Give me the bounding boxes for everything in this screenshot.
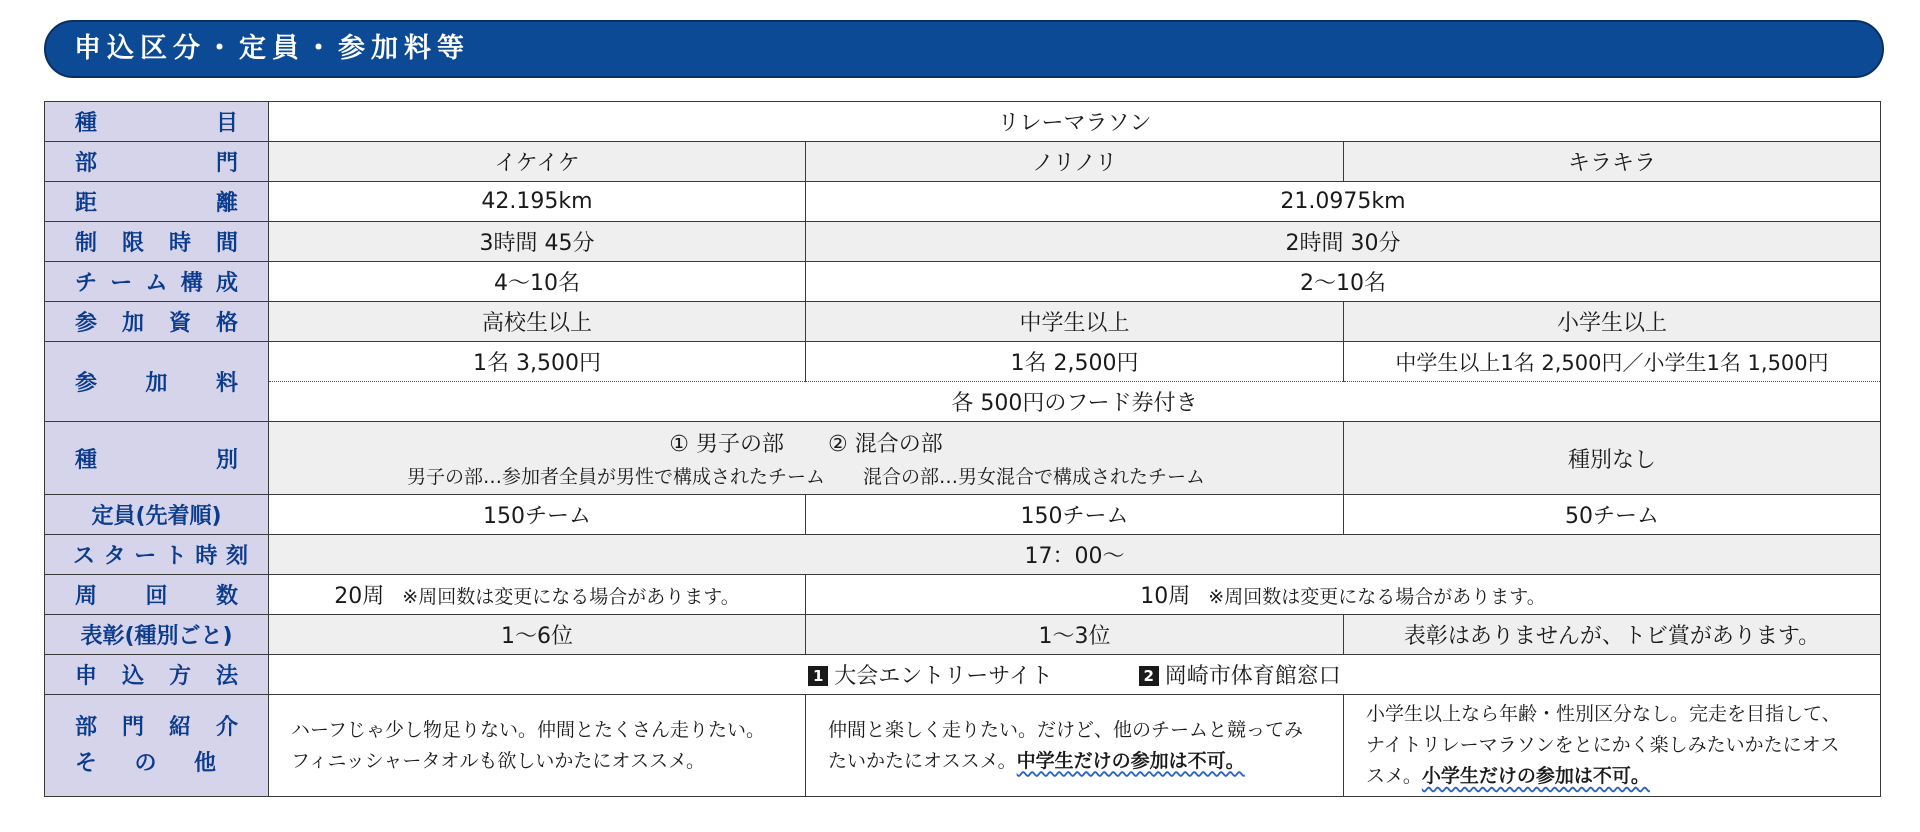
intro-ikeike: ハーフじゃ少し物足りない。仲間とたくさん走りたい。フィニッシャータオルも欲しいかたにオススメ。 xyxy=(269,695,806,797)
team-half: 2～10名 xyxy=(806,262,1881,302)
time-limit-full: 3時間 45分 xyxy=(269,222,806,262)
eligibility-kirakira: 小学生以上 xyxy=(1344,302,1881,342)
label-team: チ ー ム 構 成 xyxy=(45,262,269,302)
intro-kirakira: 小学生以上なら年齢・性別区分なし。完走を目指して、ナイトリレーマラソンをとにかく楽しみたいかたにオススメ。小学生だけの参加は不可。 xyxy=(1344,695,1881,797)
row-eligibility xyxy=(45,302,1881,342)
fee-norinori: 1名 2,500円 xyxy=(806,342,1344,382)
category-detail xyxy=(269,422,1344,495)
row-fee-note xyxy=(45,382,1881,422)
label-category: 種 別 xyxy=(45,422,269,495)
row-distance xyxy=(45,182,1881,222)
row-capacity xyxy=(45,495,1881,535)
apply-methods xyxy=(269,655,1881,695)
label-award: 表彰(種別ごと) xyxy=(45,615,269,655)
laps-full: 20周 ※周回数は変更になる場合があります。 xyxy=(269,575,806,615)
division-ikeike: イケイケ xyxy=(269,142,806,182)
row-team xyxy=(45,262,1881,302)
fee-ikeike: 1名 3,500円 xyxy=(269,342,806,382)
team-full: 4～10名 xyxy=(269,262,806,302)
category-other: 種別なし xyxy=(1344,422,1881,495)
time-limit-half: 2時間 30分 xyxy=(806,222,1881,262)
capacity-norinori: 150チーム xyxy=(806,495,1344,535)
row-apply xyxy=(45,655,1881,695)
capacity-kirakira: 50チーム xyxy=(1344,495,1881,535)
row-award xyxy=(45,615,1881,655)
label-division: 部 門 xyxy=(45,142,269,182)
intro-norinori: 仲間と楽しく走りたい。だけど、他のチームと競ってみたいかたにオススメ。中学生だけの参加は不可。 xyxy=(806,695,1344,797)
label-start: ス タ ー ト 時 刻 xyxy=(45,535,269,575)
label-capacity: 定員(先着順) xyxy=(45,495,269,535)
fee-note: 各 500円のフード券付き xyxy=(269,382,1881,422)
label-distance: 距 離 xyxy=(45,182,269,222)
row-event xyxy=(45,102,1881,142)
fee-kirakira: 中学生以上1名 2,500円／小学生1名 1,500円 xyxy=(1344,342,1881,382)
laps-half: 10周 ※周回数は変更になる場合があります。 xyxy=(806,575,1881,615)
division-norinori: ノリノリ xyxy=(806,142,1344,182)
row-time-limit xyxy=(45,222,1881,262)
label-intro: 部 門 紹 介 そ の 他 xyxy=(45,695,269,797)
apply-method-entry-site: 大会エントリーサイト xyxy=(834,664,1053,689)
label-fee: 参 加 料 xyxy=(45,342,269,422)
number-1-badge: 1 xyxy=(808,666,828,686)
label-time-limit: 制 限 時 間 xyxy=(45,222,269,262)
capacity-ikeike: 150チーム xyxy=(269,495,806,535)
intro-norinori-warning: 中学生だけの参加は不可。 xyxy=(1016,749,1245,772)
division-kirakira: キラキラ xyxy=(1344,142,1881,182)
award-kirakira: 表彰はありませんが、トビ賞があります。 xyxy=(1344,615,1881,655)
event-value: リレーマラソン xyxy=(269,102,1881,142)
section-header xyxy=(44,20,1884,78)
row-laps xyxy=(45,575,1881,615)
laps-note: ※周回数は変更になる場合があります。 xyxy=(1208,586,1546,608)
intro-kirakira-warning: 小学生だけの参加は不可。 xyxy=(1421,765,1650,787)
section-title: 申込区分・定員・参加料等 xyxy=(74,33,470,64)
distance-full: 42.195km xyxy=(269,182,806,222)
number-2-badge: 2 xyxy=(1139,666,1159,686)
label-apply: 申 込 方 法 xyxy=(45,655,269,695)
entry-info-table xyxy=(44,101,1881,797)
apply-method-counter: 岡崎市体育館窓口 xyxy=(1164,664,1341,689)
category-sub: 男子の部…参加者全員が男性で構成されたチーム 混合の部…男女混合で構成されたチーム xyxy=(406,466,1205,488)
label-eligibility: 参 加 資 格 xyxy=(45,302,269,342)
label-laps: 周 回 数 xyxy=(45,575,269,615)
row-category xyxy=(45,422,1881,495)
laps-note: ※周回数は変更になる場合があります。 xyxy=(402,586,740,608)
start-time: 17：00～ xyxy=(269,535,1881,575)
award-norinori: 1～3位 xyxy=(806,615,1344,655)
row-division xyxy=(45,142,1881,182)
row-start xyxy=(45,535,1881,575)
category-main: ① 男子の部 ② 混合の部 xyxy=(669,432,943,457)
row-fee xyxy=(45,342,1881,382)
distance-half: 21.0975km xyxy=(806,182,1881,222)
row-intro xyxy=(45,695,1881,797)
eligibility-norinori: 中学生以上 xyxy=(806,302,1344,342)
label-event: 種 目 xyxy=(45,102,269,142)
eligibility-ikeike: 高校生以上 xyxy=(269,302,806,342)
award-ikeike: 1～6位 xyxy=(269,615,806,655)
